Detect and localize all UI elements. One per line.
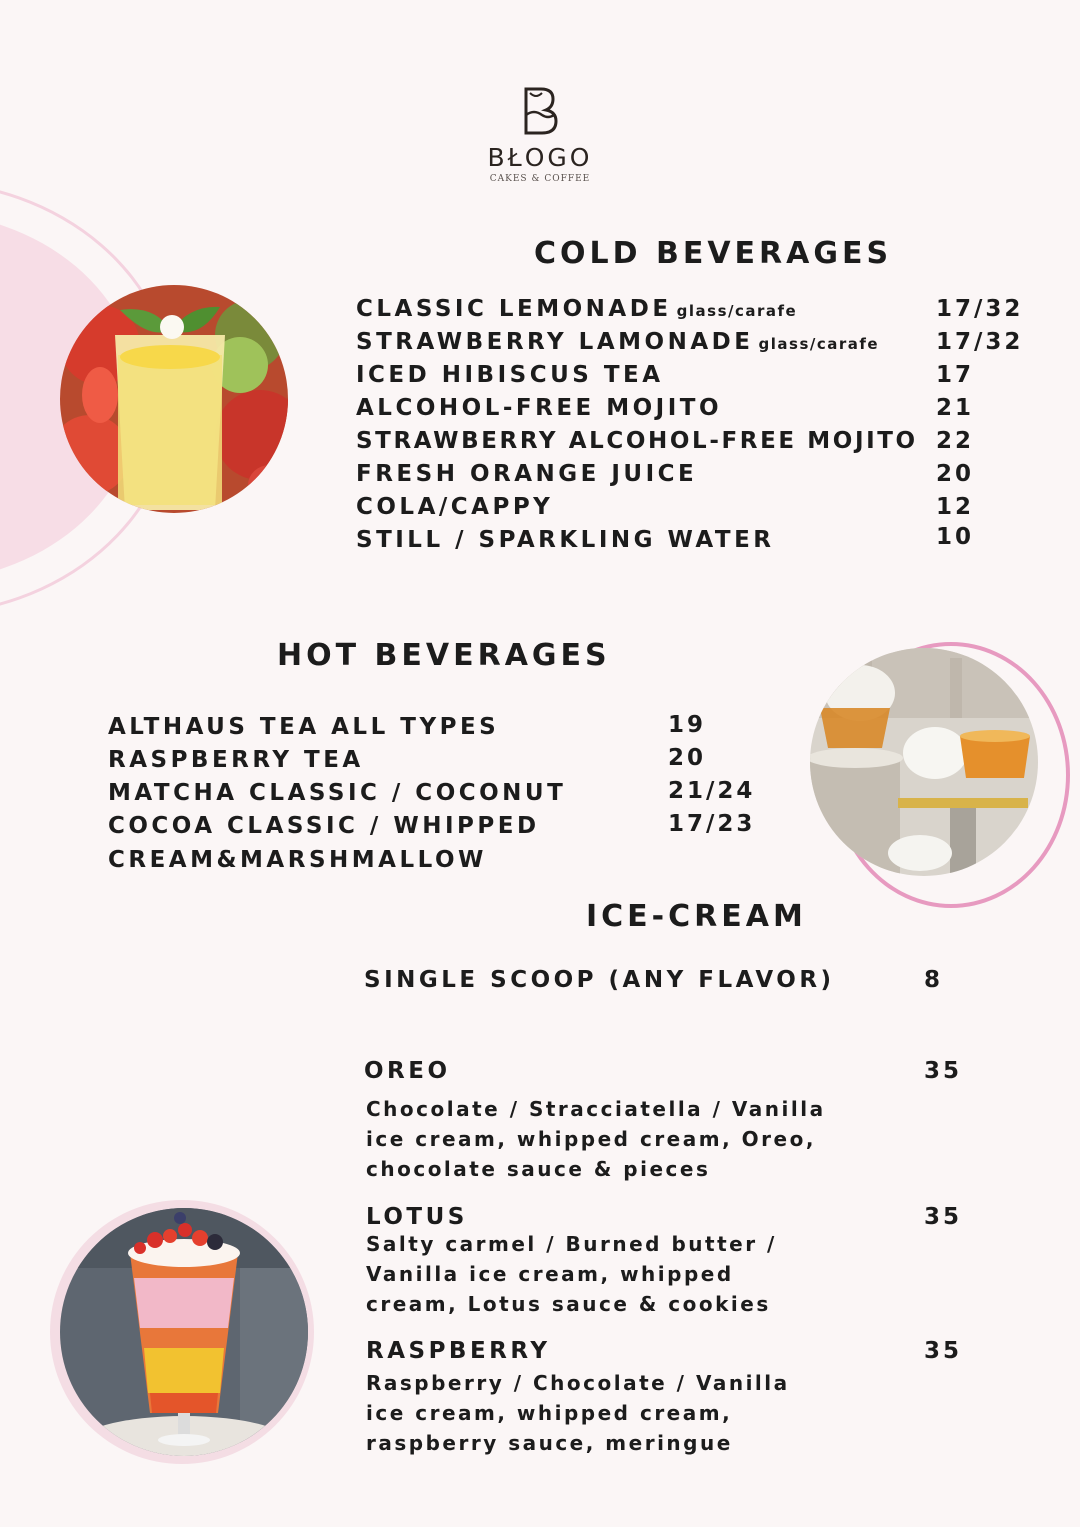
sundae-lotus: LOTUS	[366, 1204, 468, 1230]
brand-name: BŁOGO	[487, 143, 593, 172]
sundae-oreo-desc	[366, 1094, 826, 1184]
hot-item-3-price: 21/24	[668, 778, 756, 804]
cold-beverages-title: COLD BEVERAGES	[534, 236, 893, 271]
desc-line: ice cream, whipped cream, Oreo,	[366, 1127, 816, 1151]
cold-item-7: COLA/CAPPY	[356, 494, 554, 520]
cold-item-5-price: 22	[936, 428, 975, 454]
hot-item-1-price: 19	[668, 712, 707, 738]
sundae-raspberry-desc	[366, 1368, 790, 1458]
desc-line: Vanilla ice cream, whipped	[366, 1262, 734, 1286]
cold-item-6: FRESH ORANGE JUICE	[356, 461, 698, 487]
sundae-photo	[60, 1208, 308, 1456]
lemonade-photo	[60, 285, 288, 513]
desc-line: raspberry sauce, meringue	[366, 1431, 733, 1455]
single-scoop: SINGLE SCOOP (ANY FLAVOR)	[364, 967, 835, 993]
cold-item-4-price: 21	[936, 395, 975, 421]
hot-item-3: MATCHA CLASSIC / COCONUT	[108, 780, 567, 806]
cold-item-7-price: 12	[936, 494, 975, 520]
single-scoop-price: 8	[924, 967, 944, 993]
desc-line: Chocolate / Stracciatella / Vanilla	[366, 1097, 826, 1121]
item-note: glass/carafe	[676, 302, 798, 320]
desc-line: cream, Lotus sauce & cookies	[366, 1292, 771, 1316]
sundae-oreo: OREO	[364, 1058, 451, 1084]
cold-item-2-price: 17/32	[936, 329, 1024, 355]
cold-item-2	[356, 329, 879, 355]
brand-tagline: CAKES & COFFEE	[489, 174, 591, 184]
cold-item-6-price: 20	[936, 461, 975, 487]
desc-line: Salty carmel / Burned butter /	[366, 1232, 777, 1256]
cold-item-8-price: 10	[936, 524, 975, 550]
cold-item-3: ICED HIBISCUS TEA	[356, 362, 664, 388]
item-note: glass/carafe	[758, 335, 880, 353]
sundae-oreo-price: 35	[924, 1058, 963, 1084]
brand-logo	[470, 85, 610, 184]
hot-item-4: COCOA CLASSIC / WHIPPED	[108, 813, 540, 839]
desc-line: ice cream, whipped cream,	[366, 1401, 733, 1425]
cold-item-1-price: 17/32	[936, 296, 1024, 322]
cold-item-4: ALCOHOL-FREE MOJITO	[356, 395, 723, 421]
hot-item-4-line2: CREAM&MARSHMALLOW	[108, 847, 487, 873]
logo-mark-icon	[520, 85, 560, 137]
sundae-lotus-price: 35	[924, 1204, 963, 1230]
sundae-lotus-desc	[366, 1229, 777, 1319]
sundae-raspberry-price: 35	[924, 1338, 963, 1364]
item-name: CLASSIC LEMONADE	[356, 296, 672, 322]
ice-cream-title: ICE-CREAM	[586, 899, 807, 934]
hot-item-1: ALTHAUS TEA ALL TYPES	[108, 714, 500, 740]
tea-photo	[810, 648, 1038, 876]
hot-beverages-title: HOT BEVERAGES	[277, 638, 611, 673]
hot-item-2-price: 20	[668, 745, 707, 771]
hot-item-2: RASPBERRY TEA	[108, 747, 364, 773]
desc-line: Raspberry / Chocolate / Vanilla	[366, 1371, 790, 1395]
cold-item-5: STRAWBERRY ALCOHOL-FREE MOJITO	[356, 428, 918, 454]
item-name: STRAWBERRY LAMONADE	[356, 329, 754, 355]
desc-line: chocolate sauce & pieces	[366, 1157, 711, 1181]
cold-item-8: STILL / SPARKLING WATER	[356, 527, 775, 553]
cold-item-1	[356, 296, 797, 322]
sundae-raspberry: RASPBERRY	[366, 1338, 551, 1364]
cold-item-3-price: 17	[936, 362, 975, 388]
hot-item-4-price: 17/23	[668, 811, 756, 837]
